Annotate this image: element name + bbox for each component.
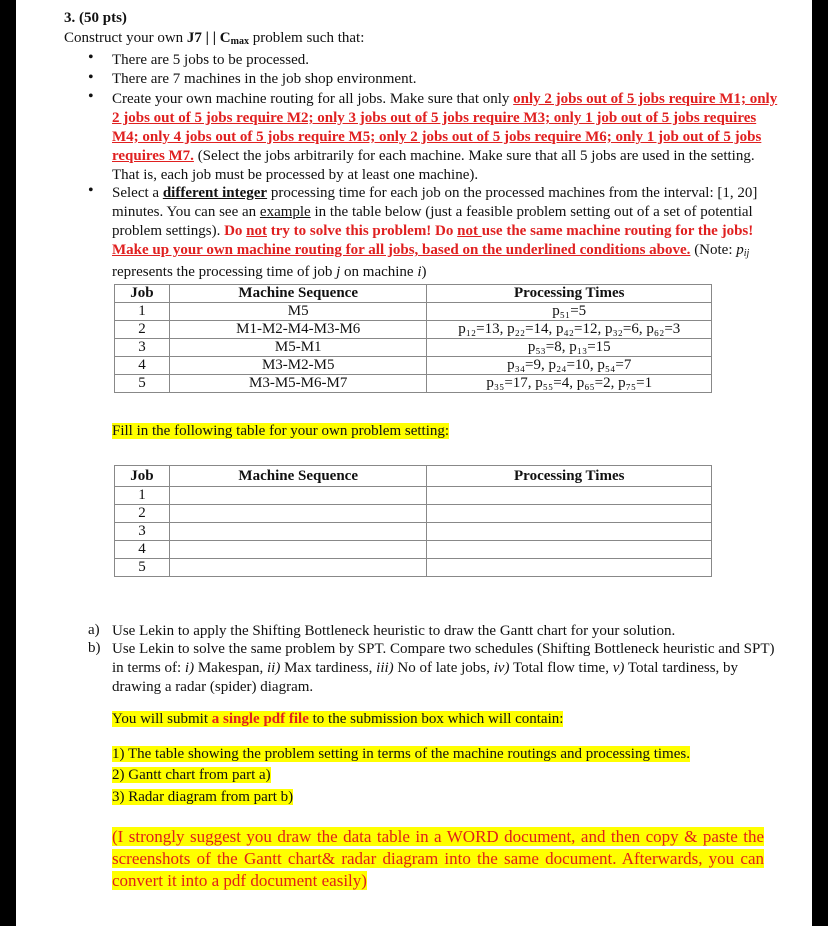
intro-post: problem such that: (248, 30, 365, 46)
cell-times-empty[interactable] (427, 559, 712, 577)
submit-post: to the submission box which will contain: (308, 711, 564, 727)
suggestion (112, 826, 764, 892)
cell-times: p₅₃=8, p₁₃=15 (427, 339, 712, 357)
cell-job: 3 (115, 339, 170, 357)
submit-item-1: 1) The table showing the problem setting in terms of the machine routings and processing times. (112, 746, 690, 762)
cell-job: 5 (115, 559, 170, 577)
bullet-dot: • (88, 49, 94, 66)
example-table (114, 284, 712, 393)
b4-d: minutes. You can see an (112, 204, 260, 220)
cell-job: 4 (115, 357, 170, 375)
b4-example: example (259, 204, 311, 220)
cell-job: 4 (115, 541, 170, 559)
task-b-text (112, 640, 778, 697)
b4-interval: [1, 20] (717, 185, 758, 201)
header-machine-sequence: Machine Sequence (169, 466, 427, 487)
task-b-6: Total tardiness, by drawing a radar (spider) diagram. (112, 660, 739, 695)
task-a-text: Use Lekin to apply the Shifting Bottleneck heuristic to draw the Gantt chart for your solution. (112, 623, 676, 639)
b4-g5: use the same machine routing for the jobs! (481, 223, 754, 239)
task-b-3: Max tardiness, (280, 660, 377, 676)
table-row (115, 339, 712, 357)
submit-item (112, 745, 690, 764)
cell-times-empty[interactable] (427, 541, 712, 559)
b4-pij-sub: ij (743, 248, 750, 259)
b4-g3: try to solve this problem! Do (267, 223, 458, 239)
submit-line (112, 710, 563, 729)
b4-l: i (417, 264, 422, 280)
intro-line (64, 29, 364, 51)
task-b-ii: ii) (266, 660, 281, 676)
bullet-2: There are 7 machines in the job shop environment. (112, 71, 417, 87)
cell-times-empty[interactable] (427, 487, 712, 505)
table-row (115, 375, 712, 393)
fill-prompt (112, 422, 449, 441)
table-row (115, 303, 712, 321)
cell-seq: M5-M1 (169, 339, 427, 357)
task-a-label: a) (88, 622, 100, 638)
header-processing-times: Processing Times (427, 466, 712, 487)
bullet-4 (112, 184, 778, 282)
fill-prompt-text: Fill in the following table for your own problem setting: (112, 423, 450, 439)
b4-g2: not (246, 223, 268, 239)
cell-seq-empty[interactable] (169, 523, 427, 541)
table-row (115, 541, 712, 559)
cell-seq-empty[interactable] (169, 505, 427, 523)
b4-f: in the table below (just a feasible problem setting out of a set of potential problem settings). (112, 204, 753, 239)
question-heading (64, 9, 127, 28)
cell-seq-empty[interactable] (169, 541, 427, 559)
intro-cmax: C (219, 30, 231, 46)
header-machine-sequence: Machine Sequence (169, 285, 427, 303)
b4-g6: Make up your own machine routing for all jobs, based on the underlined conditions above. (112, 242, 691, 258)
cell-seq: M3-M2-M5 (169, 357, 427, 375)
bullet-3 (112, 90, 778, 185)
b4-pij: p (736, 242, 744, 258)
b4-g1: Do (224, 223, 247, 239)
b4-h: (Note: (690, 242, 737, 258)
table-row (115, 523, 712, 541)
cell-job: 1 (115, 303, 170, 321)
submit-item (112, 788, 293, 807)
intro-pre: Construct your own (64, 30, 187, 46)
task-b-iv: iv) (493, 660, 510, 676)
b4-j: j (336, 264, 341, 280)
task-b-1: Use Lekin to solve the same problem by SPT. Compare two schedules (Shifting Bottleneck heuristic and SPT) in terms of: (112, 641, 775, 676)
cell-job: 3 (115, 523, 170, 541)
table-header-row (115, 466, 712, 487)
cell-job: 2 (115, 321, 170, 339)
b4-different-integer: different integer (162, 185, 268, 201)
b4-c: processing time for each job on the processed machines from the interval: (267, 185, 718, 201)
submit-item-3: 3) Radar diagram from part b) (112, 789, 294, 805)
b4-m: ) (421, 264, 427, 280)
bullet-dot: • (88, 88, 94, 105)
cell-seq-empty[interactable] (169, 559, 427, 577)
cell-times-empty[interactable] (427, 505, 712, 523)
cell-times: p₅₁=5 (427, 303, 712, 321)
table-row (115, 559, 712, 577)
b4-a: Select a (112, 185, 163, 201)
cell-times: p₃₅=17, p₅₅=4, p₆₅=2, p₇₅=1 (427, 375, 712, 393)
cell-job: 5 (115, 375, 170, 393)
document-page (16, 0, 812, 926)
cell-seq: M3-M5-M6-M7 (169, 375, 427, 393)
intro-bars: | | (201, 30, 220, 46)
suggestion-text: (I strongly suggest you draw the data table in a WORD document, and then copy & paste the screenshots of the Gantt chart& radar diagram into the same document. Afterwards, you can convert it into a pdf document easily) (112, 827, 764, 890)
cell-times: p₁₂=13, p₂₂=14, p₄₂=12, p₃₂=6, p₆₂=3 (427, 321, 712, 339)
cell-job: 1 (115, 487, 170, 505)
submit-item-2: 2) Gantt chart from part a) (112, 767, 271, 783)
b4-g4: not (457, 223, 482, 239)
bullet-dot: • (88, 182, 94, 199)
question-number: 3. (64, 10, 76, 26)
header-processing-times: Processing Times (427, 285, 712, 303)
submit-item (112, 766, 271, 785)
submit-red: a single pdf file (211, 711, 309, 727)
task-b-2: Makespan, (194, 660, 267, 676)
task-b-5: Total flow time, (509, 660, 613, 676)
bullet-3-conditions: only 2 jobs out of 5 jobs require M1; only 2 jobs out of 5 jobs require M2; only 3 jobs out of 5 jobs require M3; only 1 job out of 5 jobs requires M4; only 4 jobs out of 5 jobs require M5; only 2 jobs out of 5 jobs require M6; only 1 job out of 5 jobs requires M7. (112, 91, 778, 164)
question-points: (50 pts) (79, 10, 127, 26)
cell-times-empty[interactable] (427, 523, 712, 541)
table-row (115, 357, 712, 375)
intro-cmax-sub: max (230, 36, 249, 47)
table-row (115, 321, 712, 339)
header-job: Job (115, 466, 170, 487)
table-row (115, 487, 712, 505)
table-header-row (115, 285, 712, 303)
submit-pre: You will submit (112, 711, 212, 727)
task-b-iii: iii) (376, 660, 394, 676)
header-job: Job (115, 285, 170, 303)
task-b-label: b) (88, 640, 101, 656)
bullet-dot: • (88, 69, 94, 86)
bullet-3-post: (Select the jobs arbitrarily for each machine. Make sure that all 5 jobs are used in the setting. That is, each job must be processed by at least one machine). (112, 148, 755, 183)
fill-table (114, 465, 712, 577)
cell-job: 2 (115, 505, 170, 523)
bullet-3-pre: Create your own machine routing for all jobs. Make sure that only (112, 91, 514, 107)
b4-k: on machine (340, 264, 418, 280)
bullet-1: There are 5 jobs to be processed. (112, 52, 310, 68)
task-b-4: No of late jobs, (393, 660, 494, 676)
task-b-v: v) (612, 660, 625, 676)
task-b-i: i) (184, 660, 195, 676)
intro-j7: J7 (186, 30, 202, 46)
b4-i: represents the processing time of job (112, 264, 337, 280)
cell-seq: M1-M2-M4-M3-M6 (169, 321, 427, 339)
cell-seq-empty[interactable] (169, 487, 427, 505)
cell-times: p₃₄=9, p₂₄=10, p₅₄=7 (427, 357, 712, 375)
cell-seq: M5 (169, 303, 427, 321)
table-row (115, 505, 712, 523)
